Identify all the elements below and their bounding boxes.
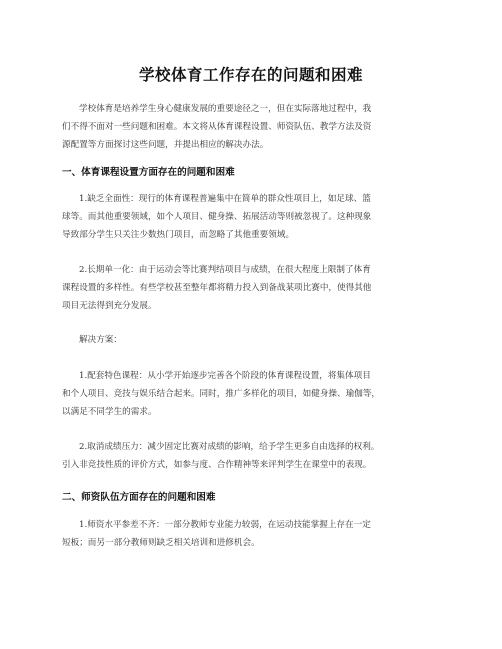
section1-paragraph-3: 1.配套特色课程：从小学开始逐步完善各个阶段的体育课程设置，将集体项目 和个人项目、竞技与娱乐结合起来。同时，推广多样化的项目，如健身操、瑜伽等， 以满足不同学生的需求。 bbox=[62, 371, 380, 417]
section2-paragraph-1: 1.师资水平参差不齐：一部分教师专业能力较弱，在运动技能掌握上存在一定 短板；而另一部分教师则缺乏相关培训和进修机会。 bbox=[62, 520, 371, 548]
intro-paragraph: 学校体育是培养学生身心健康发展的重要途径之一，但在实际落地过程中，我 们不得不面对一些问题和困难。本文将从体育课程设置、师资队伍、教学方法及资 源配置等方面探讨这些问题，并提出相应的解决办法。 bbox=[62, 104, 372, 150]
section2-heading: 二、师资队伍方面存在的问题和困难 bbox=[62, 492, 216, 503]
section1-heading: 一、体育课程设置方面存在的问题和困难 bbox=[62, 167, 235, 178]
solution-label: 解决方案： bbox=[79, 335, 122, 345]
section1-paragraph-4: 2.取消成绩压力：减少固定比赛对成绩的影响，给予学生更多自由选择的权利。 引入非竞技性质的评价方式，如参与度、合作精神等来评判学生在课堂中的表现。 bbox=[62, 442, 380, 470]
section1-paragraph-1: 1.缺乏全面性：现行的体育课程普遍集中在简单的群众性项目上，如足球、篮 球等。而其他重要领域，如个人项目、健身操、拓展活动等则被忽视了。这种现象 导致部分学生只关注少数热门项目，而忽略了其他重要领域。 bbox=[62, 194, 372, 240]
section1-paragraph-2: 2.长期单一化：由于运动会等比赛判结项目与成绩，在很大程度上限制了体育 课程设置的多样性。有些学校甚至整年都将精力投入到备战某项比赛中，使得其他 项目无法得到充分发展。 bbox=[62, 265, 372, 311]
document-title: 学校体育工作存在的问题和困难 bbox=[138, 66, 363, 84]
